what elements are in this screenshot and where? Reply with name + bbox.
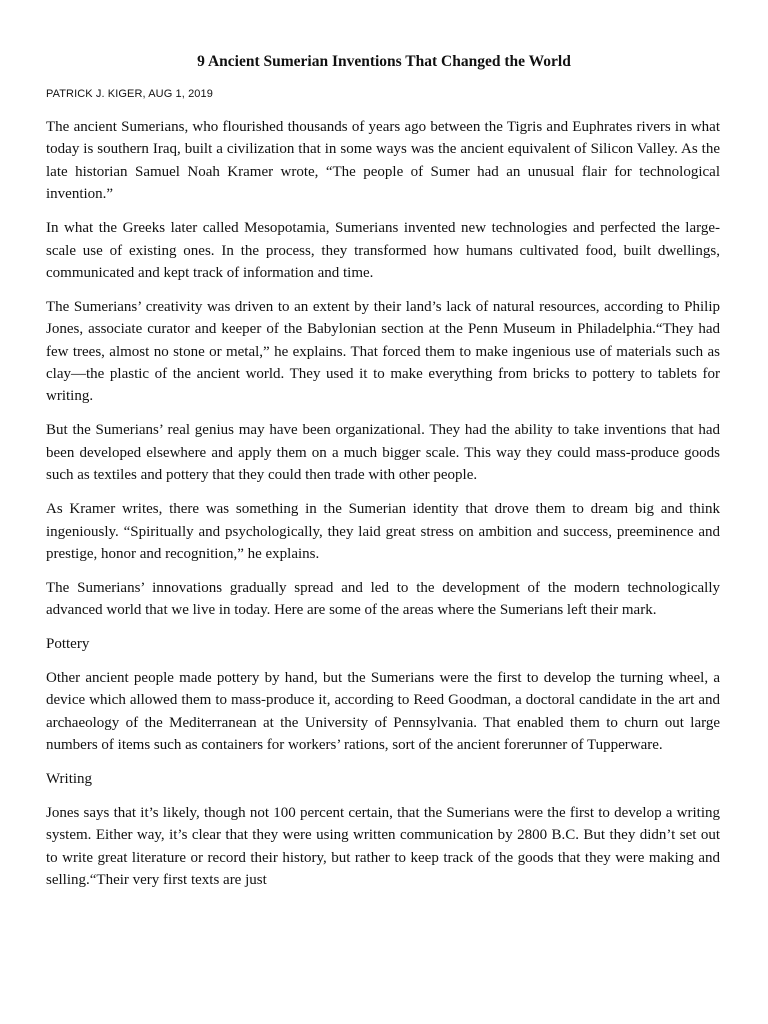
paragraph-pottery: Other ancient people made pottery by hand, but the Sumerians were the first to develop the turning wheel, a device which allowed them to mass-produce it, according to Reed Goodman, a doctoral candidate in the art and archaeology of the Mediterranean at the University of Pennsylvania. That enabled them to churn out large numbers of items such as containers for workers’ rations, sort of the ancient forerunner of Tupperware. bbox=[46, 670, 720, 754]
article-byline: PATRICK J. KIGER, AUG 1, 2019 bbox=[46, 88, 213, 100]
article-body bbox=[46, 116, 720, 903]
paragraph-creativity: The Sumerians’ creativity was driven to an extent by their land’s lack of natural resources, according to Philip Jones, associate curator and keeper of the Babylonian section at the Penn Museum in Philadelphia.“They had few trees, almost no stone or metal,” he explains. That forced them to make ingenious use of materials such as clay—the plastic of the ancient world. They used it to make everything from bricks to pottery to tablets for writing. bbox=[46, 298, 720, 405]
paragraph-mesopotamia: In what the Greeks later called Mesopotamia, Sumerians invented new technologies and perfected the large-scale use of existing ones. In the process, they transformed how humans cultivated food, built dwellings, communicated and kept track of information and time. bbox=[46, 220, 720, 281]
paragraph-intro: The ancient Sumerians, who flourished thousands of years ago between the Tigris and Euphrates rivers in what today is southern Iraq, built a civilization that in some ways was the ancient equivalent of Silicon Valley. As the late historian Samuel Noah Kramer wrote, “The people of Sumer had an unusual flair for technological invention.” bbox=[46, 119, 720, 203]
article-title: 9 Ancient Sumerian Inventions That Changed the World bbox=[197, 53, 571, 70]
paragraph-writing: Jones says that it’s likely, though not 100 percent certain, that the Sumerians were the first to develop a writing system. Either way, it’s clear that they were using written communication by 2800 B.C. But they didn’t set out to write great literature or record their history, but rather to keep track of the goods that they were making and selling.“Their very first texts are just bbox=[46, 805, 720, 889]
section-heading-writing: Writing bbox=[46, 771, 93, 788]
paragraph-kramer: As Kramer writes, there was something in the Sumerian identity that drove them to dream big and think ingeniously. “Spiritually and psychologically, they laid great stress on ambition and success, preeminence and prestige, honor and recognition,” he explains. bbox=[46, 501, 720, 562]
section-heading-pottery: Pottery bbox=[46, 636, 90, 653]
paragraph-innovations: The Sumerians’ innovations gradually spread and led to the development of the modern technologically advanced world that we live in today. Here are some of the areas where the Sumerians left their mark. bbox=[46, 579, 720, 619]
paragraph-organizational: But the Sumerians’ real genius may have been organizational. They had the ability to take inventions that had been developed elsewhere and apply them on a much bigger scale. This way they could mass-produce goods such as textiles and pottery that they could then trade with other people. bbox=[46, 422, 720, 484]
